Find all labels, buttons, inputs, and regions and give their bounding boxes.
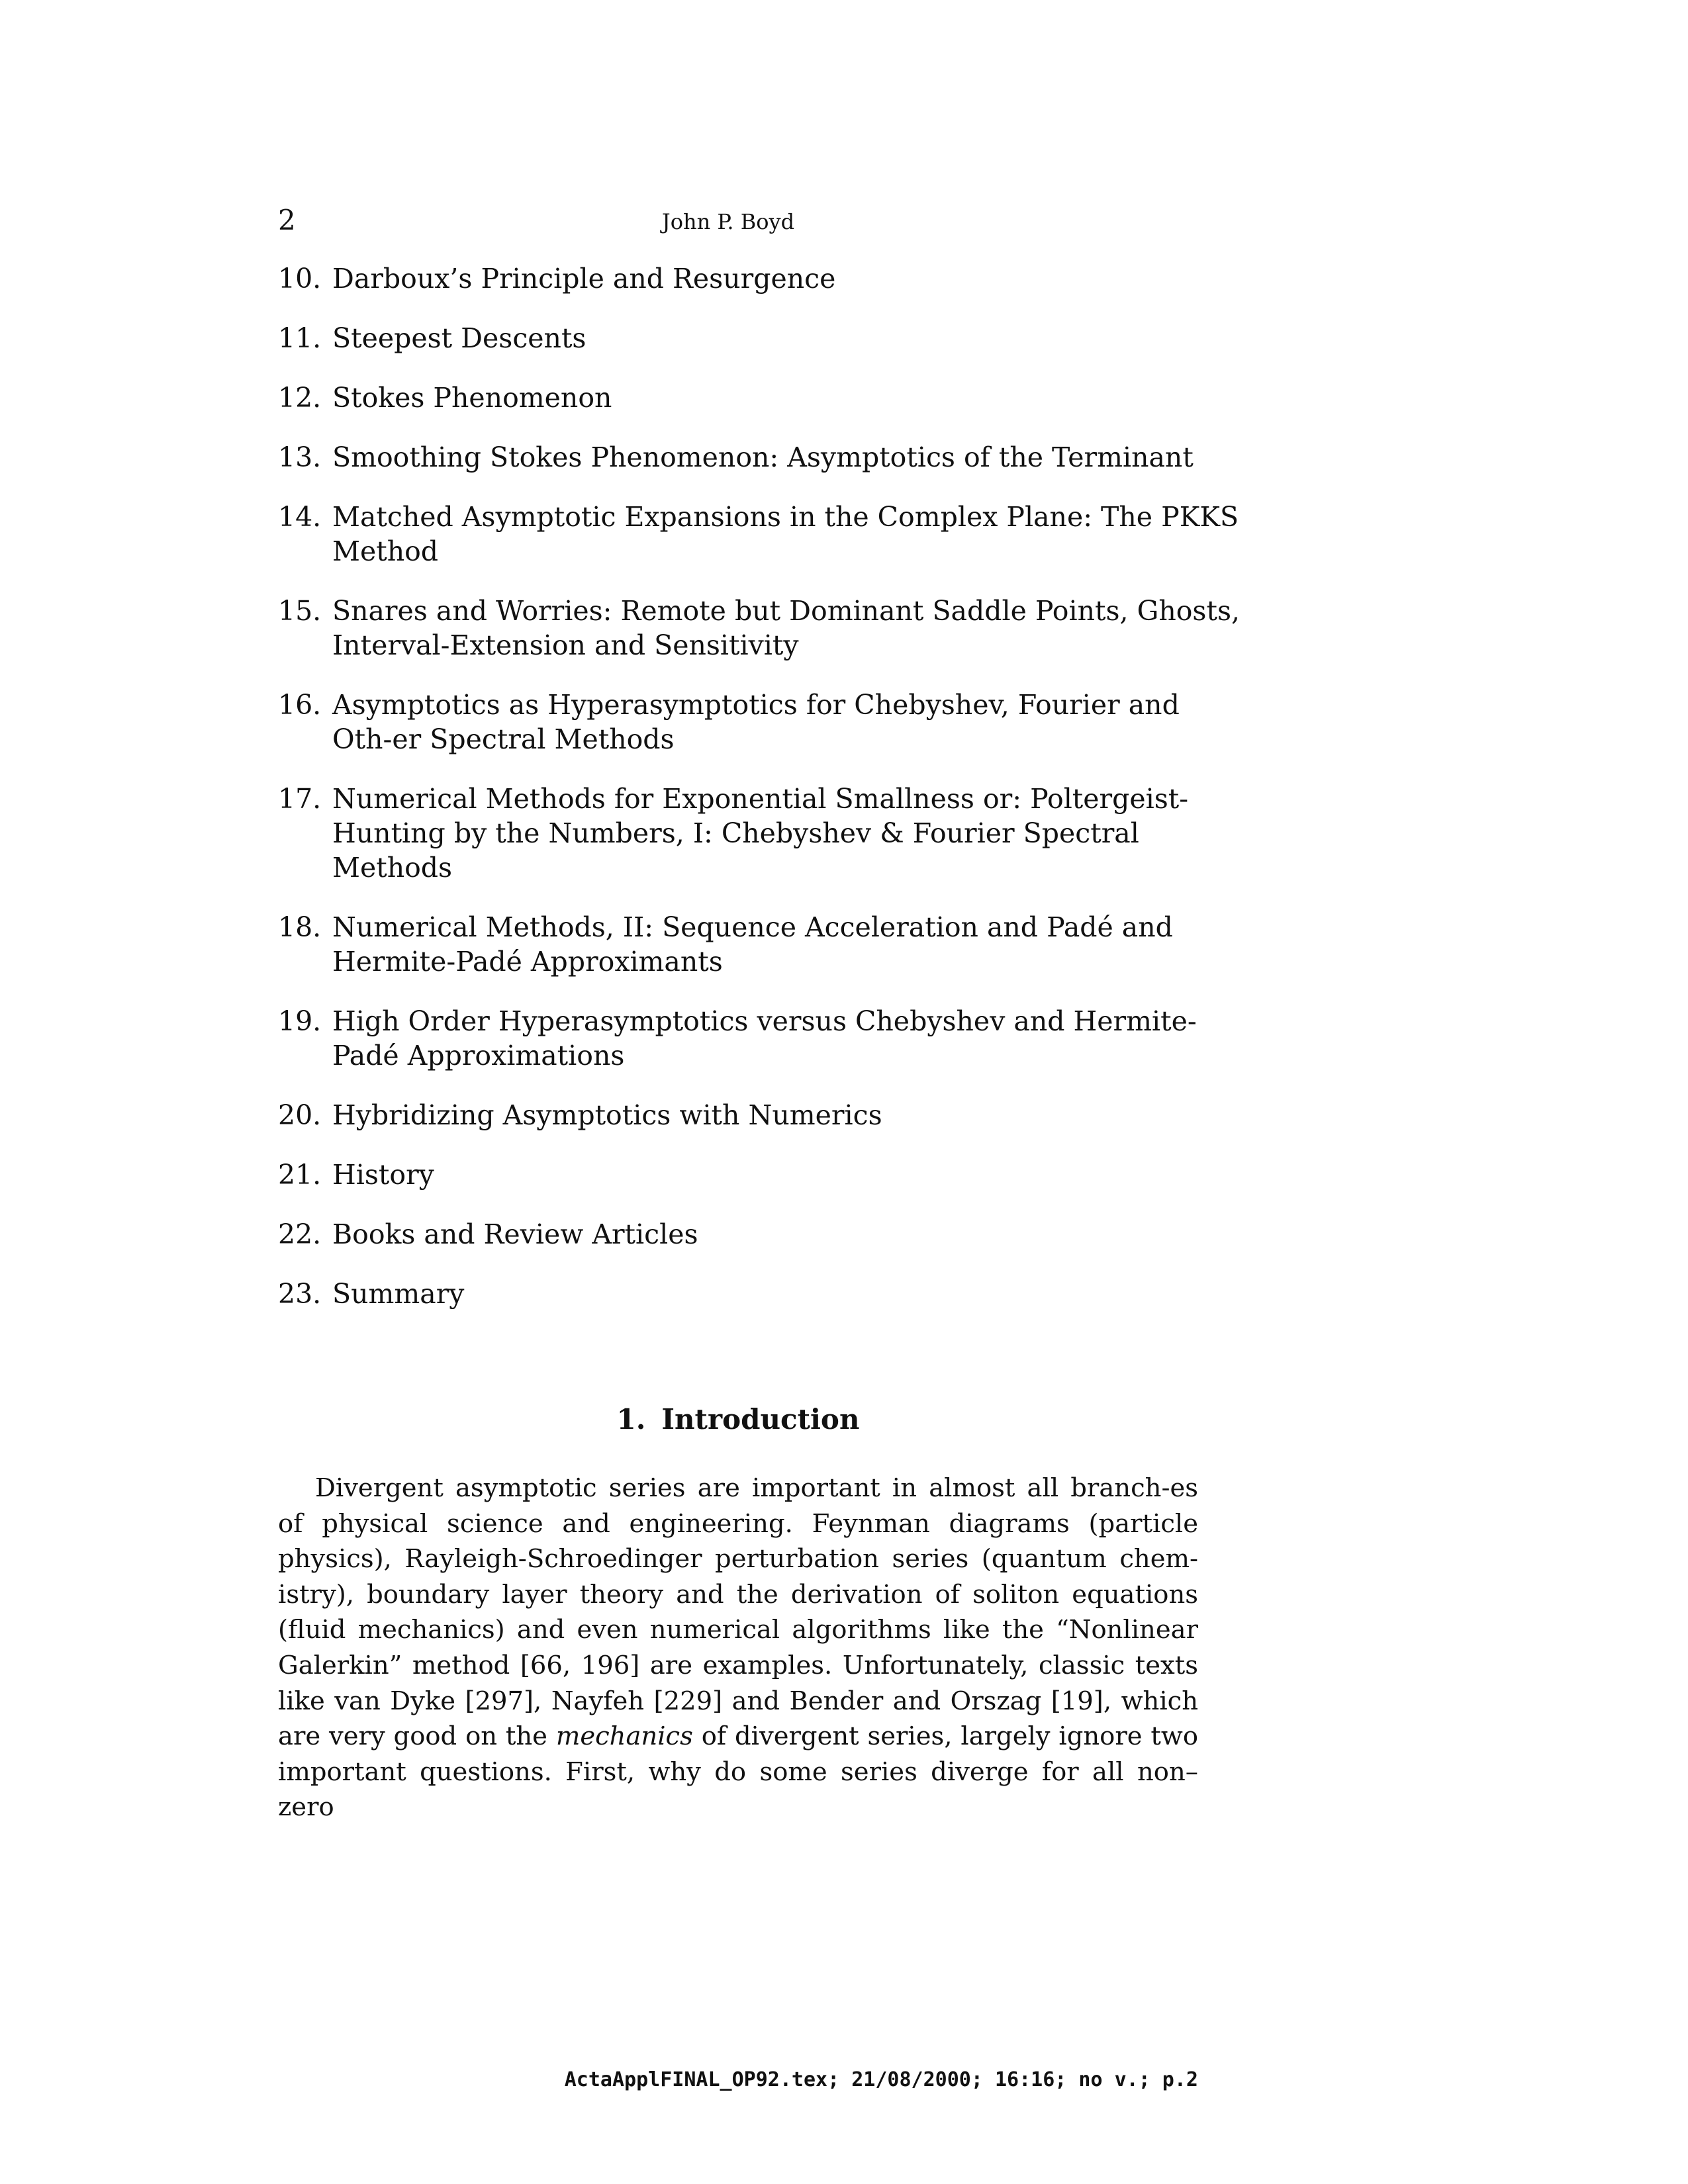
toc-entry-number: 21. <box>278 1159 322 1191</box>
page-number: 2 <box>278 204 296 236</box>
toc-entry-number: 11. <box>278 322 322 354</box>
section-heading <box>278 1403 1198 1435</box>
page-footer: ActaApplFINAL_OP92.tex; 21/08/2000; 16:16; no v.; p.2 <box>564 2068 1198 2091</box>
toc-entry-number: 16. <box>278 689 322 721</box>
toc-entry-number: 17. <box>278 783 322 815</box>
section-number: 1. <box>616 1403 646 1435</box>
toc-entry-title: Stokes Phenomenon <box>332 382 612 414</box>
toc-entry <box>278 381 1244 415</box>
body-text-part1: Divergent asymptotic series are important in almost all branch-es of physical science and engineering. Feynman diagrams (particle physics), Rayleigh-Schroedinger perturbation series (quantum chem-istry), boundary layer theory and the derivation of soliton equations (fluid mechanics) and even numerical algorithms like the “Nonlinear Galerkin” method [66, 196] are examples. Unfortunately, classic texts like van Dyke [297], Nayfeh [229] and Bender and Orszag [19], which are very good on the <box>278 1473 1198 1752</box>
toc-entry-title: Matched Asymptotic Expansions in the Complex Plane: The PKKS Method <box>332 501 1239 567</box>
toc-entry-title: Smoothing Stokes Phenomenon: Asymptotics of the Terminant <box>332 441 1194 473</box>
toc-entry-number: 20. <box>278 1099 322 1131</box>
toc-entry <box>278 594 1244 662</box>
toc-entry <box>278 688 1244 756</box>
toc-entry <box>278 782 1244 885</box>
toc-entry <box>278 1158 1244 1192</box>
toc-entry-number: 22. <box>278 1218 322 1250</box>
toc-entry-title: Books and Review Articles <box>332 1218 698 1250</box>
toc-entry-title: History <box>332 1159 434 1191</box>
body-emphasis: mechanics <box>555 1721 693 1752</box>
toc-entry-title: Asymptotics as Hyperasymptotics for Chebyshev, Fourier and Oth-er Spectral Methods <box>332 689 1180 755</box>
page-header <box>278 204 1231 244</box>
toc-entry-number: 13. <box>278 441 322 473</box>
toc-entry <box>278 1004 1244 1073</box>
toc-entry-title: Darboux’s Principle and Resurgence <box>332 263 836 295</box>
toc-entry-number: 23. <box>278 1278 322 1310</box>
toc-entry-number: 10. <box>278 263 322 295</box>
toc-entry <box>278 1098 1244 1132</box>
toc-entry-number: 15. <box>278 595 322 627</box>
toc-entry-title: Steepest Descents <box>332 322 586 354</box>
toc-entry-title: Summary <box>332 1278 465 1310</box>
body-paragraph <box>278 1471 1198 1825</box>
section-title: Introduction <box>661 1403 860 1435</box>
toc-entry-title: Hybridizing Asymptotics with Numerics <box>332 1099 882 1131</box>
toc-entry <box>278 321 1244 355</box>
toc-entry <box>278 500 1244 569</box>
toc-entry-number: 18. <box>278 911 322 943</box>
toc-entry-number: 12. <box>278 382 322 414</box>
toc-entry <box>278 1277 1244 1311</box>
toc-entry-title: Numerical Methods, II: Sequence Acceleration and Padé and Hermite-Padé Approximants <box>332 911 1173 978</box>
toc-entry <box>278 261 1244 296</box>
toc-entry-title: Numerical Methods for Exponential Smallness or: Poltergeist-Hunting by the Numbers, I: Chebyshev & Fourier Spectral Methods <box>332 783 1189 884</box>
toc-entry-title: High Order Hyperasymptotics versus Chebyshev and Hermite-Padé Approximations <box>332 1005 1197 1071</box>
running-head: John P. Boyd <box>661 209 795 234</box>
table-of-contents <box>278 261 1244 1336</box>
body-text-part2: of divergent series, largely ignore two important questions. First, why do some series diverge for all non–zero <box>278 1721 1198 1823</box>
toc-entry-title: Snares and Worries: Remote but Dominant Saddle Points, Ghosts, Interval-Extension and Sensitivity <box>332 595 1241 661</box>
toc-entry <box>278 440 1244 475</box>
toc-entry-number: 14. <box>278 501 322 533</box>
toc-entry <box>278 1217 1244 1251</box>
toc-entry <box>278 910 1244 979</box>
toc-entry-number: 19. <box>278 1005 322 1037</box>
